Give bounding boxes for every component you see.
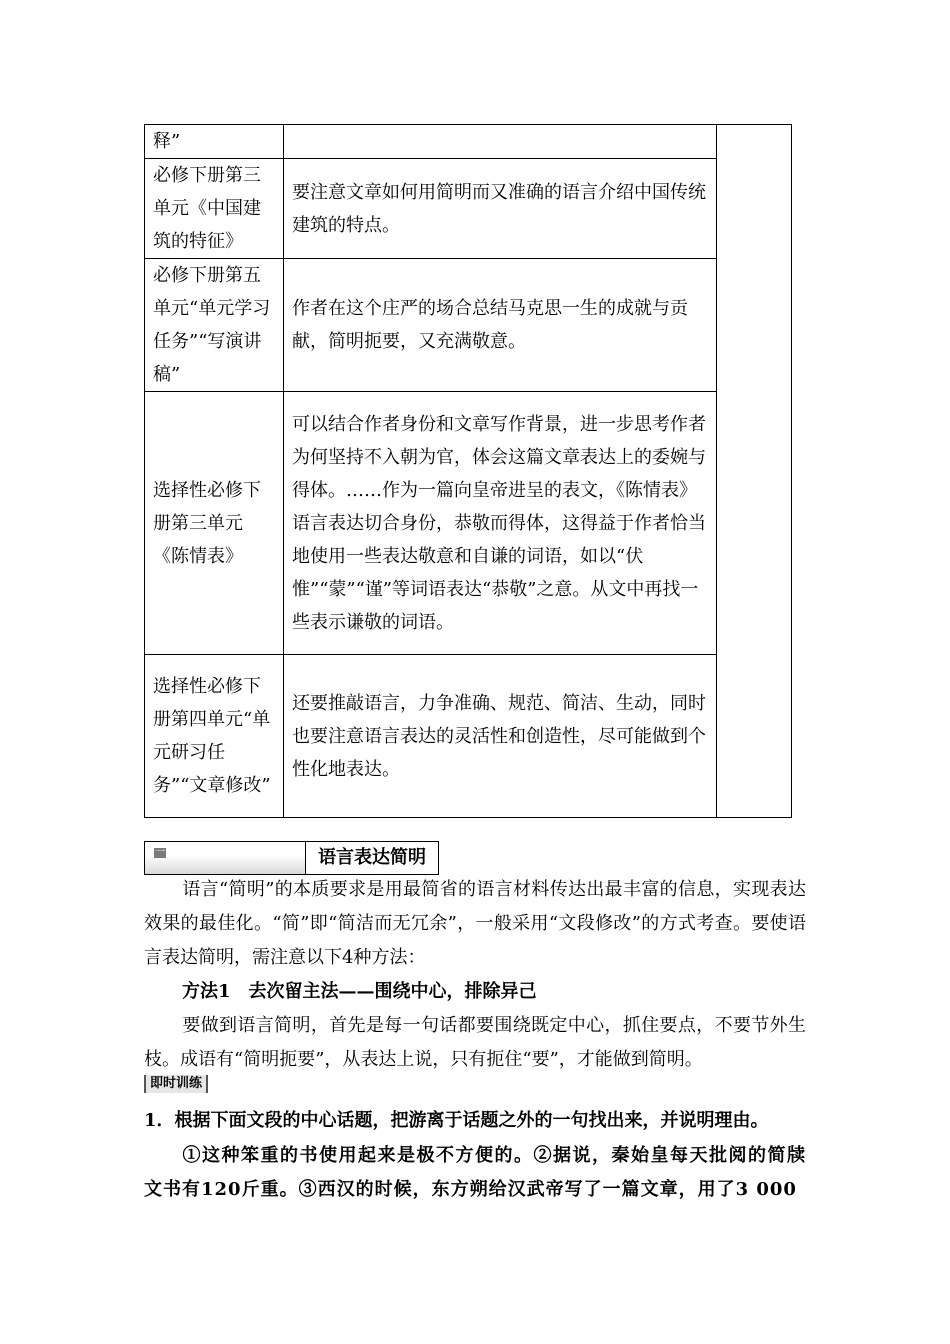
practice-badge: 即时训练 bbox=[144, 1075, 208, 1093]
table-cell-source: 必修下册第三单元《中国建筑的特征》 bbox=[145, 159, 284, 259]
table-row bbox=[145, 125, 792, 159]
table-cell-content: 要注意文章如何用简明而又准确的语言介绍中国传统建筑的特点。 bbox=[284, 159, 717, 259]
method-title: 方法1 去次留主法——围绕中心，排除异己 bbox=[182, 981, 537, 1002]
table-cell-source: 选择性必修下册第四单元“单元研习任务”“文章修改” bbox=[145, 655, 284, 818]
table-cell-content: 还要推敲语言，力争准确、规范、简洁、生动，同时也要注意语言表达的灵活性和创造性，尽可能做到个性化地表达。 bbox=[284, 655, 717, 818]
table-row bbox=[145, 259, 792, 392]
passage-paragraph bbox=[144, 1139, 806, 1207]
question-1: 1．根据下面文段的中心话题，把游离于话题之外的一句找出来，并说明理由。 bbox=[144, 1110, 769, 1131]
table-row bbox=[145, 159, 792, 259]
section-title: 语言表达简明 bbox=[318, 847, 426, 868]
section-number-box bbox=[145, 842, 306, 874]
table-cell-content: 作者在这个庄严的场合总结马克思一生的成就与贡献，简明扼要，又充满敬意。 bbox=[284, 259, 717, 392]
intro-text: 语言“简明”的本质要求是用最简省的语言材料传达出最丰富的信息，实现表达效果的最佳化。“简”即“简洁而无冗余”，一般采用“文段修改”的方式考查。要使语言表达简明，需注意以下4种方法： bbox=[144, 879, 806, 968]
table-cell-content bbox=[284, 125, 717, 159]
section-heading bbox=[144, 841, 439, 875]
table-cell-source: 必修下册第五单元“单元学习任务”“写演讲稿” bbox=[145, 259, 284, 392]
method-heading bbox=[144, 975, 806, 1009]
table-cell-source: 释” bbox=[145, 125, 284, 159]
method-paragraph bbox=[144, 1009, 806, 1077]
curriculum-table bbox=[144, 124, 792, 818]
table-cell-content: 可以结合作者身份和文章写作背景，进一步思考作者为何坚持不入朝为官，体会这篇文章表达上的委婉与得体。……作为一篇向皇帝进呈的表文，《陈情表》语言表达切合身份，恭敬而得体，这得益于作者恰当地使用一些表达敬意和自谦的词语，如以“伏惟”“蒙”“谨”等词语表达“恭敬”之意。从文中再找一些表示谦敬的词语。 bbox=[284, 392, 717, 655]
table-row bbox=[145, 655, 792, 818]
section-number: 一 bbox=[155, 847, 165, 858]
table-cell-blank bbox=[717, 125, 792, 818]
method-body: 要做到语言简明，首先是每一句话都要围绕既定中心，抓住要点，不要节外生枝。成语有“简明扼要”，从表达上说，只有扼住“要”，才能做到简明。 bbox=[144, 1015, 806, 1070]
table-cell-source: 选择性必修下册第三单元《陈情表》 bbox=[145, 392, 284, 655]
passage-text: ①这种笨重的书使用起来是极不方便的。②据说，秦始皇每天批阅的简牍文书有120斤重。③西汉的时候，东方朔给汉武帝写了一篇文章，用了3 000 bbox=[144, 1145, 806, 1200]
intro-paragraph bbox=[144, 873, 806, 975]
table-row bbox=[145, 392, 792, 655]
